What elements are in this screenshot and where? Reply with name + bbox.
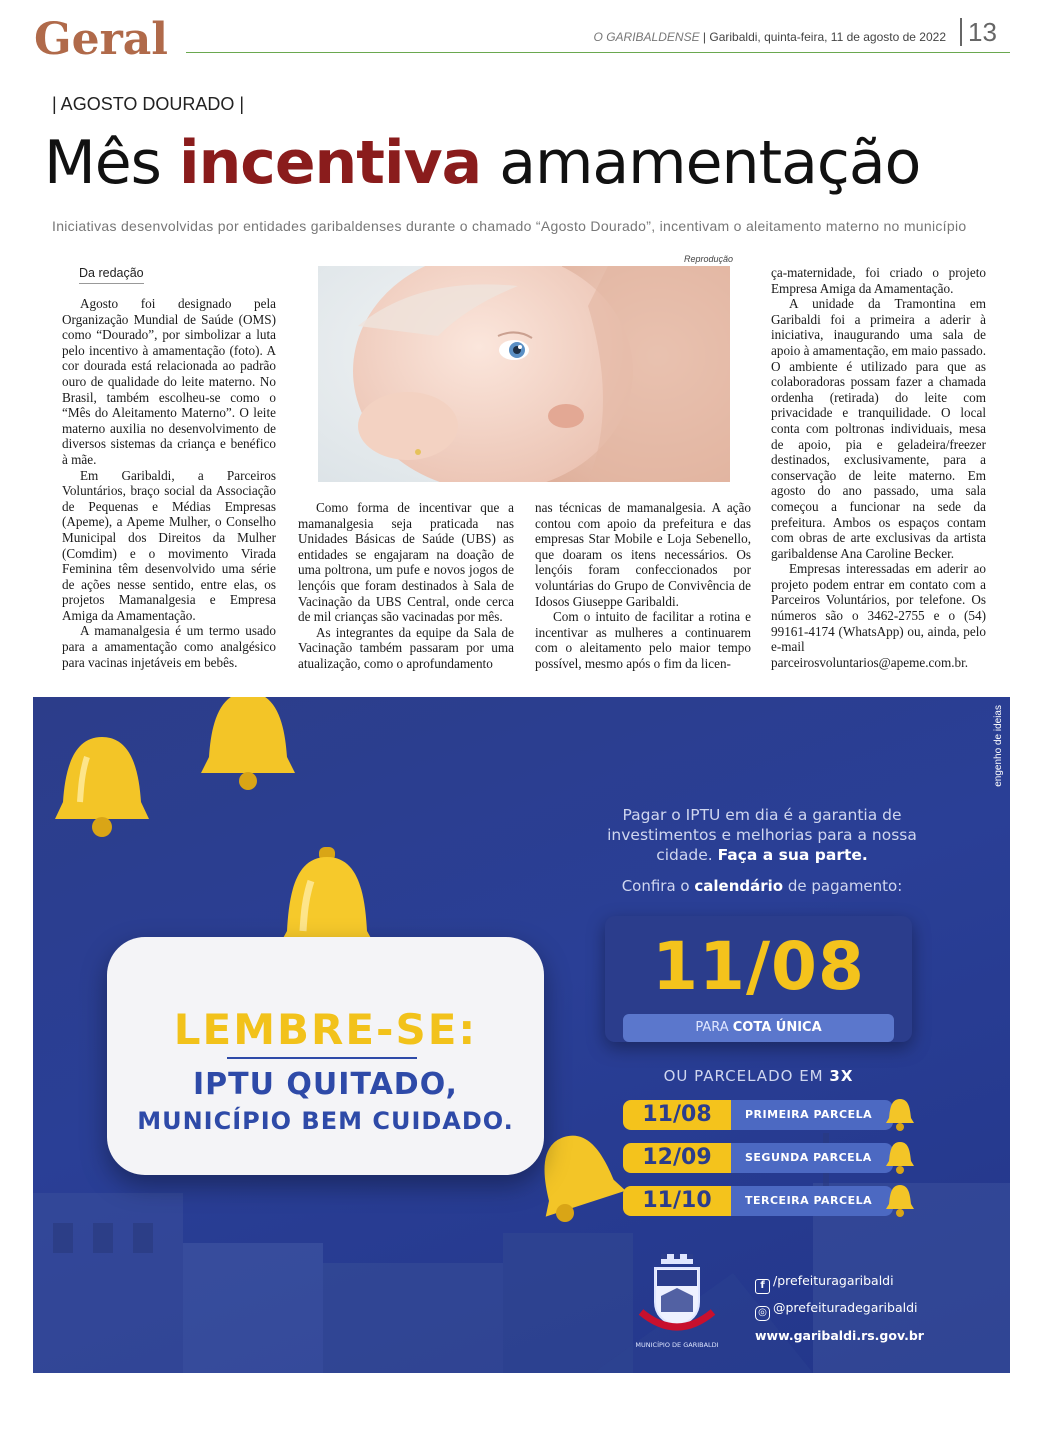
installment-date: 11/10	[623, 1186, 731, 1216]
reminder-line-1: IPTU QUITADO,	[193, 1067, 458, 1102]
installment-date: 12/09	[623, 1143, 731, 1173]
website-link[interactable]: www.garibaldi.rs.gov.br	[755, 1328, 924, 1343]
intro-bold: Faça a sua parte.	[717, 846, 868, 864]
paragraph: ça-maternidade, foi criado o projeto Empresa Amiga da Amamentação.	[771, 265, 986, 296]
article-photo	[318, 266, 730, 482]
bell-icon	[885, 1139, 915, 1175]
reminder-card	[107, 937, 544, 1175]
photo-credit: Reprodução	[684, 254, 734, 264]
parcelado-pre: OU PARCELADO EM	[663, 1067, 830, 1085]
facebook-icon: f	[755, 1279, 770, 1294]
installment-row	[623, 1100, 903, 1130]
dateline: Garibaldi, quinta-feira, 11 de agosto de 2022	[709, 30, 946, 44]
paragraph: A unidade da Tramontina em Garibaldi foi a primeira a aderir à iniciativa, inaugurando uma sala de apoio à amamentação, em maio passado. O ambiente é utilizado para que as colaboradoras possam fazer a chamada ordenha (retirada) do leite com privacidade e tranquilidade. O local conta com poltronas individuais, mesa de apoio, pia e geladeira/freezer destinados, exclusivamente, para a conservação de leite materno. Em agosto do ano passado, uma sala começou a funcionar na sede da prefeitura. Ambos os espaços contam com obras de arte exclusivas da artista garibaldense Ana Caroline Becker.	[771, 296, 986, 561]
bell-icon	[47, 727, 157, 842]
municipal-crest	[631, 1252, 723, 1352]
header-rule	[186, 52, 1010, 53]
headline-pre: Mês	[44, 128, 180, 198]
paragraph: Empresas interessadas em aderir ao projeto podem entrar em contato com a Parceiros Voluntários, por telefone. Os números são o 3462-2755 e o (54) 99161-4174 (WhatsApp) ou, ainda, pelo e-mail parceirosvoluntarios@apeme.com.br.	[771, 561, 986, 670]
parcelado-bold: 3X	[829, 1067, 854, 1085]
byline: Da redação	[79, 266, 144, 284]
reminder-title: LEMBRE-SE:	[173, 1005, 478, 1054]
instagram-link[interactable]	[755, 1300, 917, 1321]
header-meta	[594, 30, 946, 44]
installment-row	[623, 1143, 903, 1173]
single-payment-box	[605, 916, 912, 1042]
confira-pre: Confira o	[621, 877, 695, 895]
facebook-handle: /prefeituragaribaldi	[773, 1273, 894, 1288]
instagram-handle: @prefeituradegaribaldi	[773, 1300, 918, 1315]
article-column-2	[298, 500, 514, 672]
installment-label: SEGUNDA PARCELA	[731, 1143, 893, 1173]
baby-breastfeeding-image	[318, 266, 730, 482]
crest-caption: MUNICÍPIO DE GARIBALDI	[635, 1341, 719, 1349]
confira-bold: calendário	[694, 877, 784, 895]
calendar-prompt	[603, 877, 921, 895]
installment-label: PRIMEIRA PARCELA	[731, 1100, 893, 1130]
article-column-3	[535, 500, 751, 672]
paragraph: Com o intuito de facilitar a rotina e incentivar as mulheres a continuarem com o aleitamento pelo maior tempo possível, mesmo após o fim da licen-	[535, 609, 751, 671]
bell-icon	[885, 1096, 915, 1132]
kicker: | AGOSTO DOURADO |	[52, 94, 245, 114]
headline	[44, 128, 920, 198]
installment-label: TERCEIRA PARCELA	[731, 1186, 893, 1216]
newspaper-name: O GARIBALDENSE	[593, 30, 700, 44]
paragraph: Como forma de incentivar que a mamanalgesia seja praticada nas Unidades Básicas de Saúde (UBS) as entidades se engajaram na doação de uma poltrona, um pufe e novos jogos de lençóis que foram destinados à Sala de Vacinação da UBS Central, onde cerca de mil crianças são vacinadas por mês.	[298, 500, 514, 625]
header-separator: |	[702, 30, 707, 44]
cota-unica-label	[623, 1014, 894, 1042]
headline-post: amamentação	[481, 128, 921, 198]
iptu-advertisement	[33, 697, 1010, 1373]
ad-intro	[603, 805, 921, 865]
agency-credit: engenho de ideias	[993, 705, 1004, 787]
paragraph: As integrantes da equipe da Sala de Vacinação também passaram por uma atualização, como o aprofundamento	[298, 624, 514, 671]
paragraph: Em Garibaldi, a Parceiros Voluntários, braço social da Associação de Pequenas e Médias Empresas (Apeme), a Apeme Mulher, o Conselho Municipal dos Direitos da Mulher (Comdim) e o movimento Virada Feminina têm desenvolvido uma série de ações nesse sentido, entre elas, os projetos Mamanalgesia e Empresa Amiga da Amamentação.	[62, 467, 276, 623]
article-column-1	[62, 296, 276, 670]
bell-icon	[193, 697, 303, 792]
section-title: Geral	[34, 14, 168, 65]
instagram-icon: ◎	[755, 1306, 770, 1321]
subheadline: Iniciativas desenvolvidas por entidades garibaldenses durante o chamado “Agosto Dourado”, incentivam o aleitamento materno no município	[52, 218, 967, 234]
divider	[227, 1057, 417, 1059]
installment-date: 11/08	[623, 1100, 731, 1130]
intro-text: Pagar o IPTU em dia é a garantia de investimentos e melhorias para a nossa cidade.	[607, 806, 917, 864]
confira-post: de pagamento:	[783, 877, 903, 895]
paragraph: nas técnicas de mamanalgesia. A ação contou com apoio da prefeitura e das empresas Star Mobile e Loja Sebenello, que doaram os itens necessários. Os lençóis foram confeccionados por voluntárias do Grupo de Convivência de Idosos Giuseppe Garibaldi.	[535, 500, 751, 609]
page-number: 13	[960, 18, 997, 46]
bell-icon	[885, 1182, 915, 1218]
installments-heading	[605, 1067, 912, 1085]
headline-highlight: incentiva	[179, 128, 482, 198]
cota-bold: COTA ÚNICA	[732, 1020, 822, 1035]
paragraph: A mamanalgesia é um termo usado para a amamentação como analgésico para vacinas injetáveis em bebês.	[62, 623, 276, 670]
single-payment-date: 11/08	[652, 928, 865, 1005]
reminder-line-2: MUNICÍPIO BEM CUIDADO.	[137, 1107, 514, 1135]
article-column-4	[771, 265, 986, 670]
coat-of-arms-icon	[631, 1252, 723, 1338]
cota-pre: PARA	[695, 1020, 733, 1035]
installment-row	[623, 1186, 903, 1216]
paragraph: Agosto foi designado pela Organização Mundial de Saúde (OMS) como “Dourado”, por simbolizar a luta pelo incentivo à amamentação (foto). A cor dourada está relacionada ao padrão ouro de qualidade do leite materno. No Brasil, também escolheu-se como o “Mês do Aleitamento Materno”. O leite materno auxilia no desenvolvimento de diversos sistemas da criança e benéfico à mãe.	[62, 296, 276, 467]
facebook-link[interactable]	[755, 1273, 894, 1294]
